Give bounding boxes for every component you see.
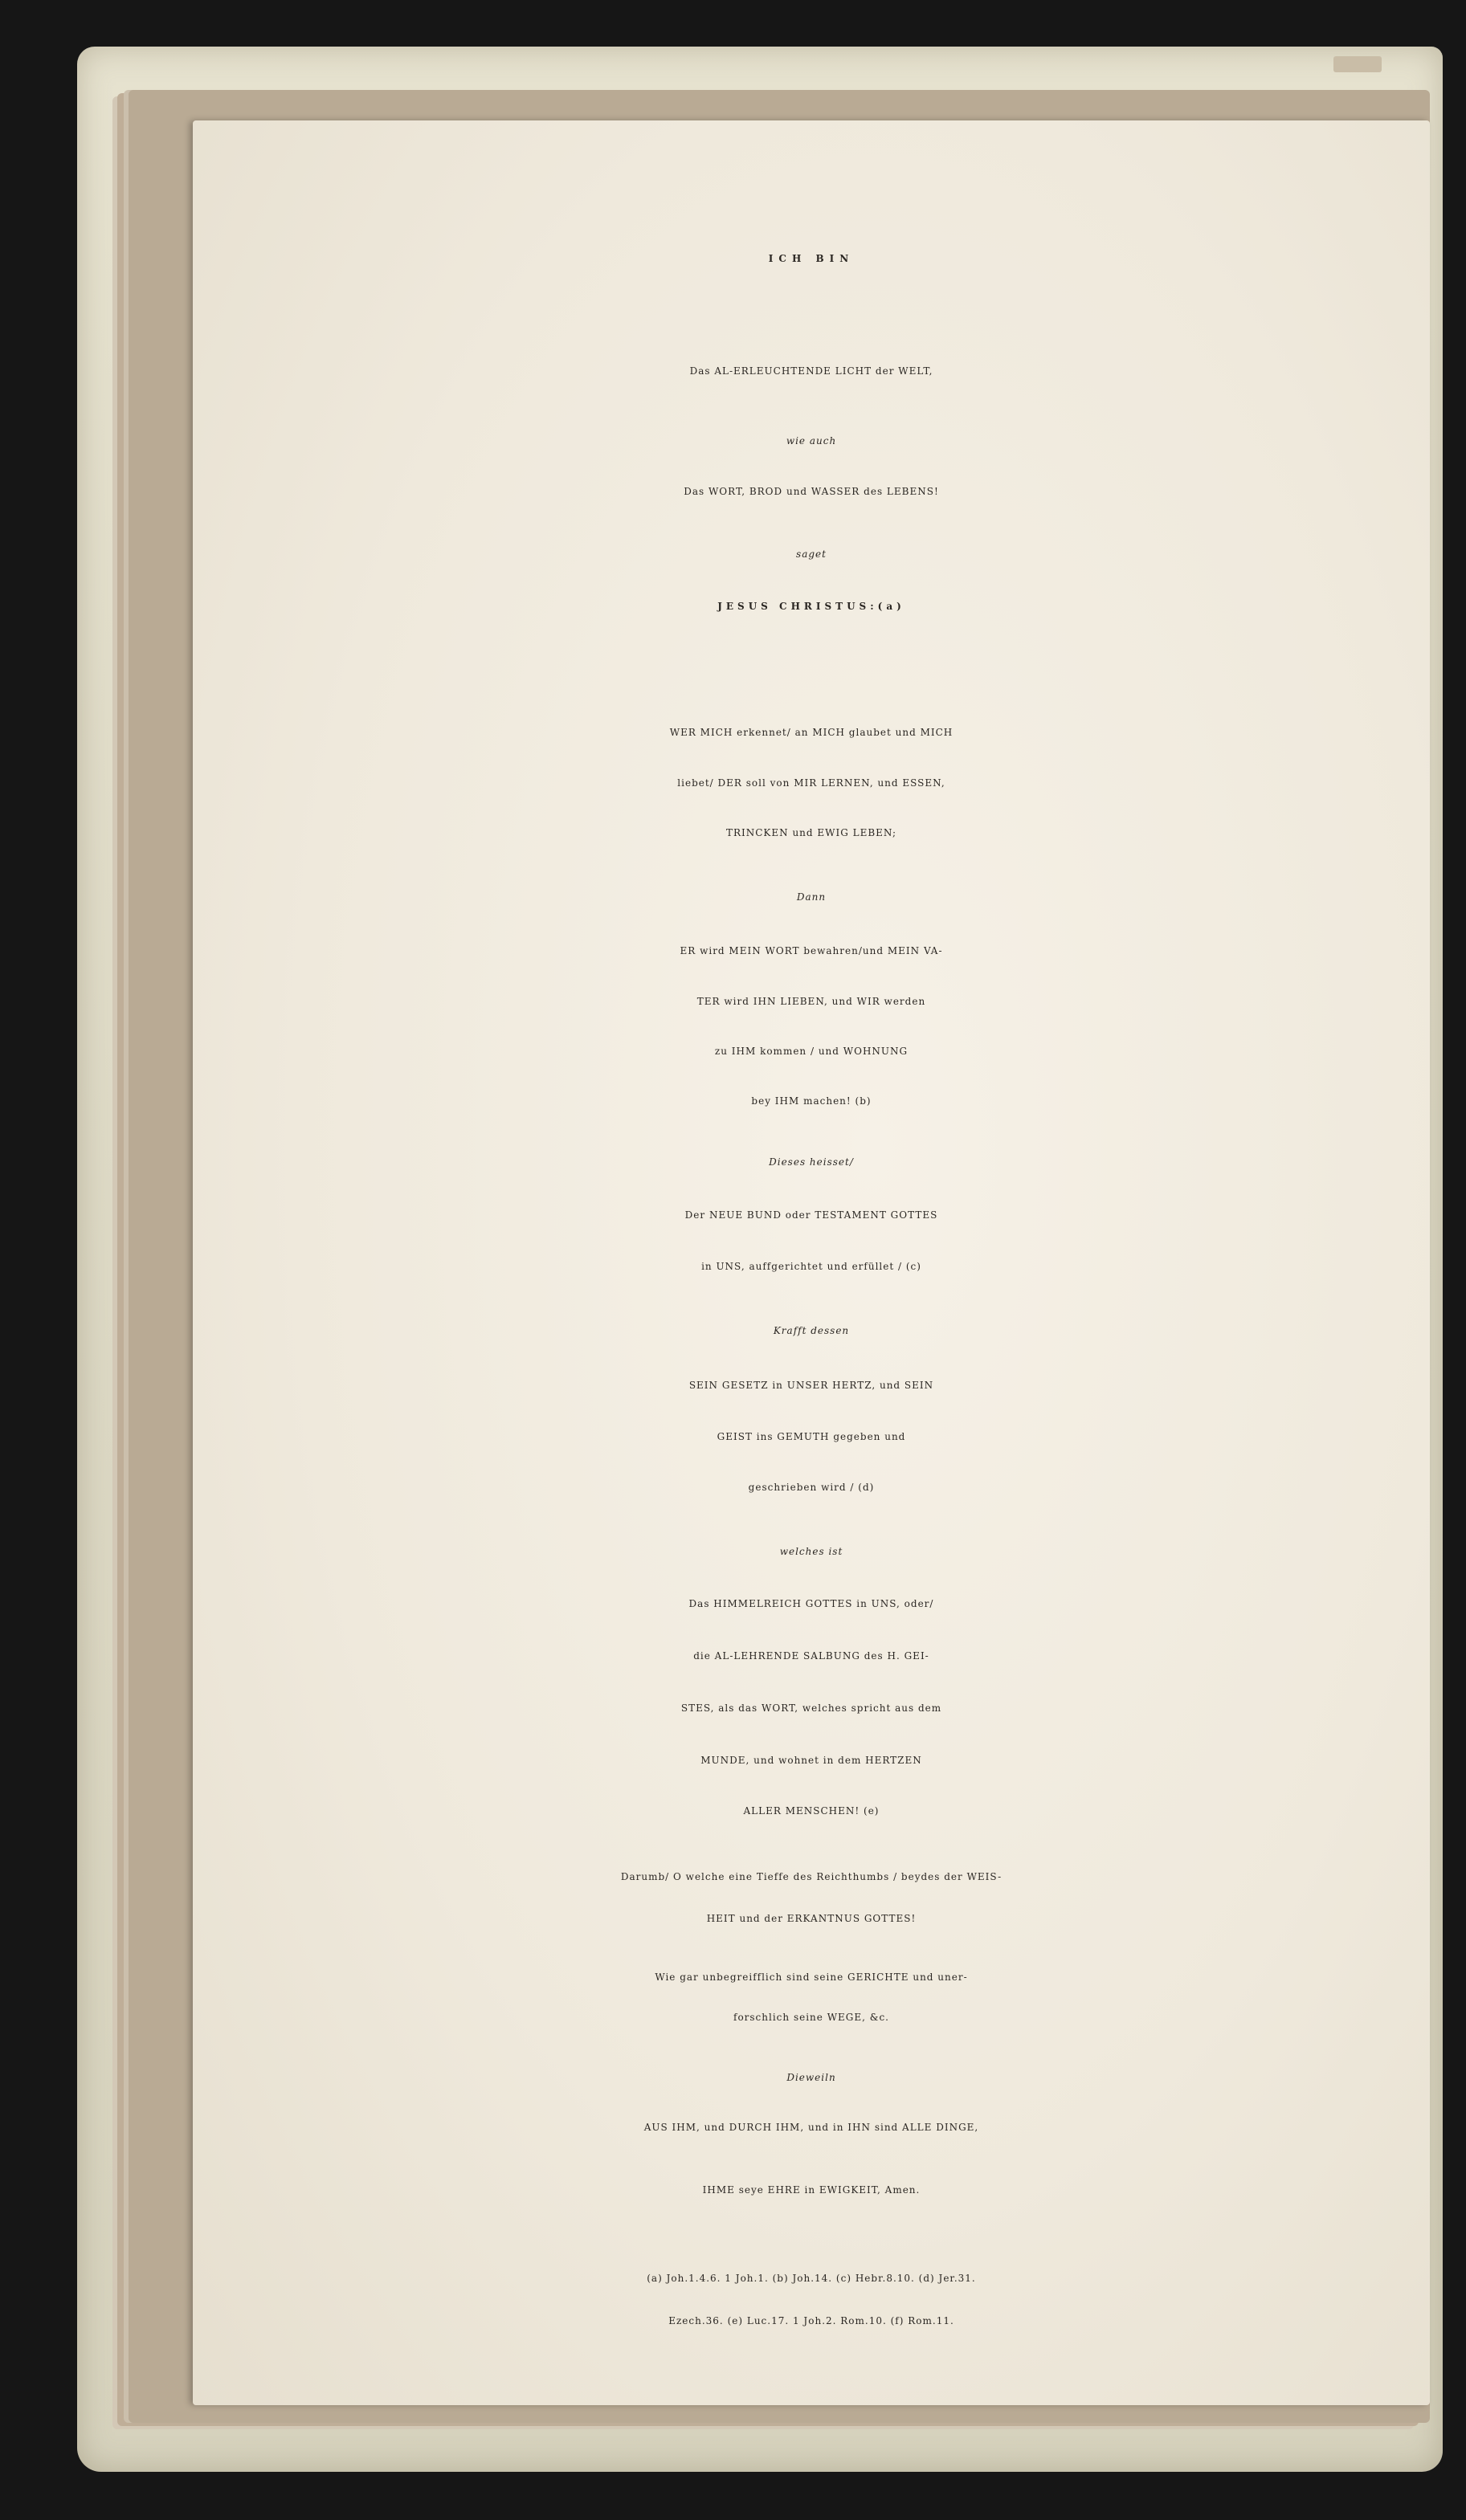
text-line: Krafft dessen [773, 1325, 850, 1336]
text-line: liebet/ DER soll von MIR LERNEN, und ESSEN, [677, 777, 945, 789]
text-line: AUS IHM, und DURCH IHM, und in IHN sind ALLE DINGE, [643, 2122, 979, 2133]
footnote-line: Ezech.36. (e) Luc.17. 1 Joh.2. Rom.10. (f) Rom.11. [668, 2315, 954, 2326]
text-line: Dieweiln [786, 2072, 836, 2083]
title-line: ICH BIN [768, 253, 855, 264]
page-text [193, 120, 1430, 2405]
text-line: TRINCKEN und EWIG LEBEN; [725, 827, 897, 838]
text-line: STES, als das WORT, welches spricht aus dem [680, 1702, 942, 1714]
text-line: ALLER MENSCHEN! (e) [743, 1805, 880, 1817]
text-line: zu IHM kommen / und WOHNUNG [714, 1046, 909, 1057]
text-line: MUNDE, und wohnet in dem HERTZEN [700, 1755, 922, 1766]
text-line: saget [796, 548, 827, 560]
text-line: welches ist [779, 1546, 843, 1557]
text-line: forschlich seine WEGE, &c. [733, 2012, 889, 2023]
text-line: Der NEUE BUND oder TESTAMENT GOTTES [684, 1209, 938, 1221]
binding-tab [1333, 56, 1382, 72]
text-line: Dieses heisset/ [769, 1156, 854, 1168]
text-line: wie auch [786, 435, 837, 447]
text-line: in UNS, auffgerichtet und erfüllet / (c) [701, 1261, 921, 1272]
text-line: bey IHM machen! (b) [751, 1095, 872, 1107]
text-line: SEIN GESETZ in UNSER HERTZ, und SEIN [688, 1380, 934, 1391]
text-line: geschrieben wird / (d) [748, 1482, 875, 1493]
text-line: Dann [796, 891, 827, 903]
text-line: die AL-LEHRENDE SALBUNG des H. GEI- [693, 1650, 929, 1662]
text-line: WER MICH erkennet/ an MICH glaubet und MICH [669, 727, 954, 738]
text-line: GEIST ins GEMUTH gegeben und [717, 1431, 906, 1442]
heading-jesus-christus: JESUS CHRISTUS:(a) [717, 601, 905, 612]
text-line: TER wird IHN LIEBEN, und WIR werden [696, 996, 926, 1007]
text-line: Darumb/ O welche eine Tieffe des Reichthumbs / beydes der WEIS- [620, 1871, 1003, 1882]
footnote-line: (a) Joh.1.4.6. 1 Joh.1. (b) Joh.14. (c) Hebr.8.10. (d) Jer.31. [647, 2273, 976, 2284]
text-line: Das AL-ERLEUCHTENDE LICHT der WELT, [689, 365, 933, 377]
text-line: HEIT und der ERKANTNUS GOTTES! [706, 1913, 917, 1924]
text-line: Das HIMMELREICH GOTTES in UNS, oder/ [688, 1598, 934, 1609]
text-line: Wie gar unbegreifflich sind seine GERICHTE und uner- [655, 1972, 968, 1983]
text-line: IHME seye EHRE in EWIGKEIT, Amen. [702, 2184, 921, 2196]
text-line: Das WORT, BROD und WASSER des LEBENS! [684, 486, 939, 497]
text-line: ER wird MEIN WORT bewahren/und MEIN VA- [680, 945, 943, 956]
